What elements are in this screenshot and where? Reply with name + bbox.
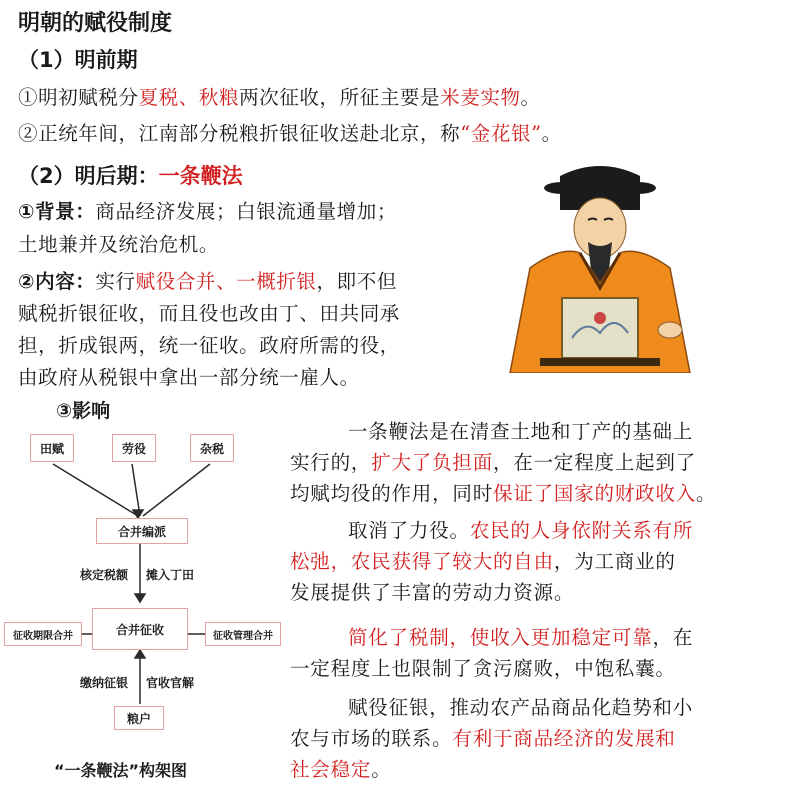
highlight: 夏税、秋粮 xyxy=(138,86,240,109)
diagram-box-misc-tax: 杂税 xyxy=(190,434,234,462)
early-line-2 xyxy=(18,118,562,146)
single-whip-diagram xyxy=(0,424,285,764)
text-line: 一定程度上也限制了贪污腐败，中饱私囊。 xyxy=(290,657,676,680)
text: 。 xyxy=(696,482,717,505)
background-line-2: 土地兼并及统治危机。 xyxy=(18,233,220,256)
heading-highlight: 一条鞭法 xyxy=(158,164,243,188)
text-line xyxy=(290,515,790,546)
text: ，即不但 xyxy=(316,270,397,293)
text: ，在一定程度上起到了 xyxy=(493,451,697,474)
label: ②内容： xyxy=(18,270,96,293)
diagram-box-field-tax: 田赋 xyxy=(30,434,74,462)
text: 。 xyxy=(541,122,562,145)
label: ①背景： xyxy=(18,200,96,223)
text-line: 赋役征银，推动农产品商品化趋势和小 xyxy=(348,696,694,719)
highlight: 保证了国家的财政收入 xyxy=(493,482,697,505)
text-line: 发展提供了丰富的劳动力资源。 xyxy=(290,581,575,604)
impact-paragraph-2 xyxy=(290,515,790,608)
impact-paragraph-1 xyxy=(290,416,790,509)
text: 取消了力役。 xyxy=(348,519,470,542)
text: 实行 xyxy=(95,270,136,293)
text: 农与市场的联系。 xyxy=(290,727,453,750)
text: 两次征收，所征主要是 xyxy=(239,86,441,109)
diagram-caption: “一条鞭法”构架图 xyxy=(54,761,188,780)
text-line xyxy=(290,754,790,785)
highlight: 简化了税制，使收入更加稳定可靠 xyxy=(348,626,653,649)
highlight: 松弛，农民获得了较大的自由 xyxy=(290,550,554,573)
diagram-label-spread-to-ding-tian: 摊入丁田 xyxy=(146,568,195,582)
text-line xyxy=(290,447,790,478)
diagram-box-management-merge: 征收管理合并 xyxy=(205,622,281,646)
impact-paragraph-3 xyxy=(290,622,790,684)
highlight: “金花银” xyxy=(460,122,542,145)
text: ，为工商业的 xyxy=(553,550,676,573)
content-line-2: 赋税折银征收，而且役也改由丁、田共同承 xyxy=(18,302,400,325)
text: ，在 xyxy=(652,626,694,649)
diagram-box-merge-assign: 合并编派 xyxy=(96,518,188,544)
highlight: 扩大了负担面 xyxy=(371,451,494,474)
impact-heading: ③影响 xyxy=(56,400,111,422)
page-title: 明朝的赋役制度 xyxy=(18,11,173,36)
diagram-label-official-collect: 官收官解 xyxy=(146,676,195,690)
diagram-box-merge-collect: 合并征收 xyxy=(92,608,188,650)
early-line-1 xyxy=(18,82,541,110)
section-late-heading xyxy=(18,160,243,190)
content-line-3: 担，折成银两，统一征收。政府所需的役， xyxy=(18,334,400,357)
highlight: 米麦实物 xyxy=(440,86,521,109)
text-line: 一条鞭法是在清查土地和丁产的基础上 xyxy=(348,420,694,443)
background-line-1 xyxy=(18,196,397,224)
highlight: 赋役合并、一概折银 xyxy=(135,270,317,293)
ming-official-portrait-icon xyxy=(500,158,700,373)
diagram-label-pay-silver: 缴纳征银 xyxy=(80,676,129,690)
highlight: 农民的人身依附关系有所 xyxy=(469,519,694,542)
text: 。 xyxy=(371,758,392,781)
diagram-box-labor: 劳役 xyxy=(112,434,156,462)
heading-text: （2）明后期： xyxy=(18,164,159,188)
diagram-box-grain-household: 粮户 xyxy=(114,706,164,730)
content-line-1 xyxy=(18,266,397,294)
impact-paragraph-4 xyxy=(290,692,790,785)
text: 。 xyxy=(520,86,541,109)
text-line xyxy=(290,546,790,577)
text: 均赋均役的作用，同时 xyxy=(290,482,494,505)
content-line-4: 由政府从税银中拿出一部分统一雇人。 xyxy=(18,366,360,389)
text-line xyxy=(290,723,790,754)
text: 实行的， xyxy=(290,451,372,474)
text-line xyxy=(290,478,790,509)
text: ①明初赋税分 xyxy=(18,86,139,109)
text: ②正统年间，江南部分税粮折银征收送赴北京，称 xyxy=(18,122,461,145)
highlight: 社会稳定 xyxy=(290,758,372,781)
text: 商品经济发展；白银流通量增加； xyxy=(95,200,397,223)
highlight: 有利于商品经济的发展和 xyxy=(452,727,676,750)
section-early-heading: （1）明前期 xyxy=(18,48,138,72)
diagram-box-period-merge: 征收期限合并 xyxy=(4,622,82,646)
diagram-label-set-quota: 核定税额 xyxy=(80,568,129,582)
text-line xyxy=(290,622,790,653)
